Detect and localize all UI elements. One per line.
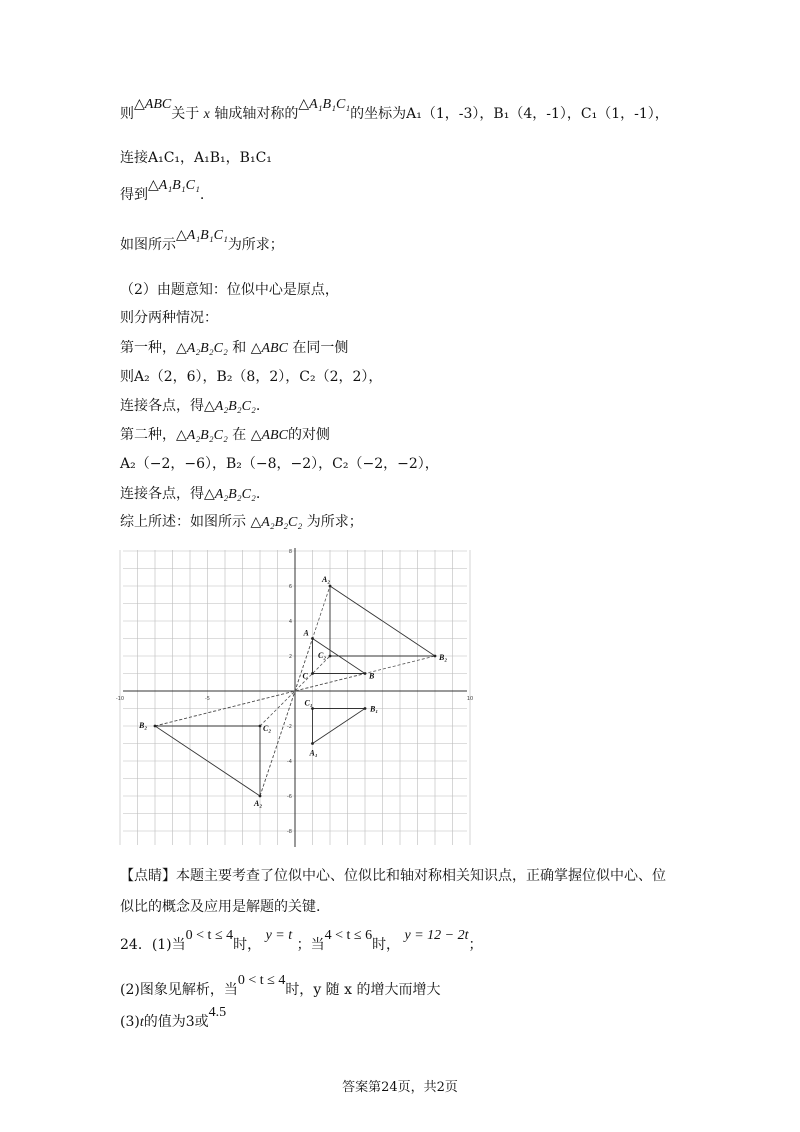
text-line-7 (120, 338, 348, 359)
text-line-17 (120, 973, 441, 1001)
point-marker (329, 585, 332, 588)
y-tick-label: -2 (287, 724, 292, 730)
text-line-15: 似比的概念及应用是解题的关键. (120, 899, 321, 915)
math-var-t: t (139, 1015, 144, 1030)
text-segment: 时， (285, 982, 314, 998)
math-var-x: x (203, 107, 210, 122)
text-segment: . (255, 486, 261, 502)
text-segment: 综上所述：如图所示 (120, 514, 246, 530)
text-segment: 时， (372, 937, 401, 953)
text-segment: 得到 (120, 187, 148, 203)
text-segment: 连接各点，得 (120, 486, 204, 502)
text-line-2: 连接A₁C₁，A₁B₁，B₁C₁ (120, 150, 272, 166)
text-line-8: 则A₂（2，6），B₂（8，2），C₂（2，2）， (120, 369, 383, 385)
text-segment: 和 (232, 340, 247, 356)
x-tick-label: -10 (115, 696, 125, 702)
coordinate-figure (115, 545, 474, 850)
text-segment: 第一种， (120, 340, 176, 356)
point-marker (259, 795, 262, 798)
text-segment: 24．(1)当 (120, 937, 186, 953)
text-line-12 (120, 484, 260, 505)
text-segment: (2)图象见解析，当 (120, 982, 238, 998)
math-triangle-a1b1c1: △A₁B₁C₁ (176, 228, 228, 243)
text-line-3 (120, 178, 205, 206)
text-line-5: （2）由题意知：位似中心是原点， (120, 282, 339, 298)
point-marker (311, 707, 314, 710)
y-tick-label: 6 (288, 584, 292, 590)
text-segment: 为所求； (306, 514, 363, 530)
math-triangle-abc: △ABC (250, 428, 288, 443)
y-tick-label: -4 (287, 759, 292, 765)
text-segment: 第二种， (120, 427, 176, 443)
text-segment: 为所求； (227, 237, 284, 253)
point-label: A₂ (254, 799, 263, 808)
point-label: A₂ (322, 575, 331, 584)
y-tick-label: 2 (288, 654, 292, 660)
text-segment: 在同一侧 (292, 340, 349, 356)
point-marker (311, 637, 314, 640)
math-value: 4.5 (208, 1005, 227, 1020)
point-marker (311, 672, 314, 675)
text-line-9 (120, 396, 260, 417)
text-segment: 如图所示 (120, 237, 176, 253)
text-segment: 的对侧 (287, 427, 330, 443)
point-label: C₁ (304, 698, 313, 708)
point-marker (311, 742, 314, 745)
y-tick-label: -8 (287, 829, 292, 835)
point-label: B₂ (139, 721, 148, 730)
text-line-16 (120, 928, 483, 956)
math-equation: y = t (265, 928, 293, 943)
text-line-11: A₂（−2，−6），B₂（−8，−2），C₂（−2，−2）， (120, 456, 439, 472)
math-triangle-a1b1c1: △A₁B₁C₁ (148, 178, 200, 193)
y-tick-label: 8 (288, 549, 292, 555)
text-segment: 的坐标为A₁（1，-3），B₁（4，-1），C₁（1，-1）， (350, 106, 669, 122)
text-segment: y 随 x 的增大而增大 (313, 982, 441, 998)
point-label: C₂ (263, 724, 272, 733)
x-tick-label: -5 (205, 696, 210, 702)
y-tick-label: 4 (288, 619, 292, 625)
text-segment: 关于 (171, 106, 200, 122)
text-line-4 (120, 228, 284, 256)
text-segment: 在 (232, 427, 247, 443)
y-tick-label: -6 (287, 794, 292, 800)
text-line-13 (120, 512, 363, 533)
point-label: A₁ (309, 748, 318, 758)
text-line-10 (120, 425, 330, 446)
dashed-ray (260, 639, 313, 797)
text-segment: 连接各点，得 (120, 398, 204, 414)
point-marker (154, 725, 157, 728)
point-label: B (369, 671, 375, 681)
text-segment: ；当 (296, 937, 325, 953)
math-triangle-a2b2c2: △A₂B₂C₂ (204, 399, 256, 414)
math-inequality: 4 < t ≤ 6 (324, 928, 373, 943)
x-tick-label: 10 (466, 696, 474, 702)
text-segment: 轴成轴对称的 (214, 106, 299, 122)
text-line-14: 【点睛】本题主要考查了位似中心、位似比和轴对称相关知识点，正确掌握位似中心、位 (120, 868, 666, 884)
text-segment: 则 (120, 106, 134, 122)
point-marker (259, 725, 262, 728)
point-label: C₂ (318, 651, 327, 660)
math-triangle-abc: △ABC (250, 341, 288, 356)
page-footer: 答案第24页，共2页 (342, 1080, 458, 1095)
math-inequality: 0 < t ≤ 4 (185, 928, 234, 943)
text-segment: . (255, 398, 261, 414)
text-segment: . (199, 187, 205, 203)
math-triangle-a2b2c2: △A₂B₂C₂ (250, 515, 303, 530)
text-line-1 (120, 97, 669, 125)
math-triangle-a1b1c1: △A₁B₁C₁ (298, 97, 351, 112)
math-equation: y = 12 − 2t (404, 928, 469, 943)
point-label: B₂ (439, 653, 448, 662)
point-marker (329, 655, 332, 658)
text-line-18 (120, 1005, 227, 1033)
text-segment: (3) (120, 1014, 140, 1030)
math-triangle-abc: △ABC (134, 97, 172, 112)
math-triangle-a2b2c2: △A₂B₂C₂ (176, 428, 228, 443)
text-segment: 时， (233, 937, 262, 953)
point-marker (434, 655, 437, 658)
text-segment: 的值为3或 (143, 1014, 209, 1030)
point-marker (364, 672, 367, 675)
math-inequality: 0 < t ≤ 4 (237, 973, 286, 988)
math-triangle-a2b2c2: △A₂B₂C₂ (176, 341, 228, 356)
point-marker (364, 707, 367, 710)
point-label: C (302, 671, 308, 681)
point-label: B₁ (370, 704, 379, 714)
text-line-6: 则分两种情况： (120, 310, 218, 326)
text-segment: ； (468, 937, 483, 953)
point-label: A (303, 628, 309, 638)
math-triangle-a2b2c2: △A₂B₂C₂ (204, 487, 256, 502)
